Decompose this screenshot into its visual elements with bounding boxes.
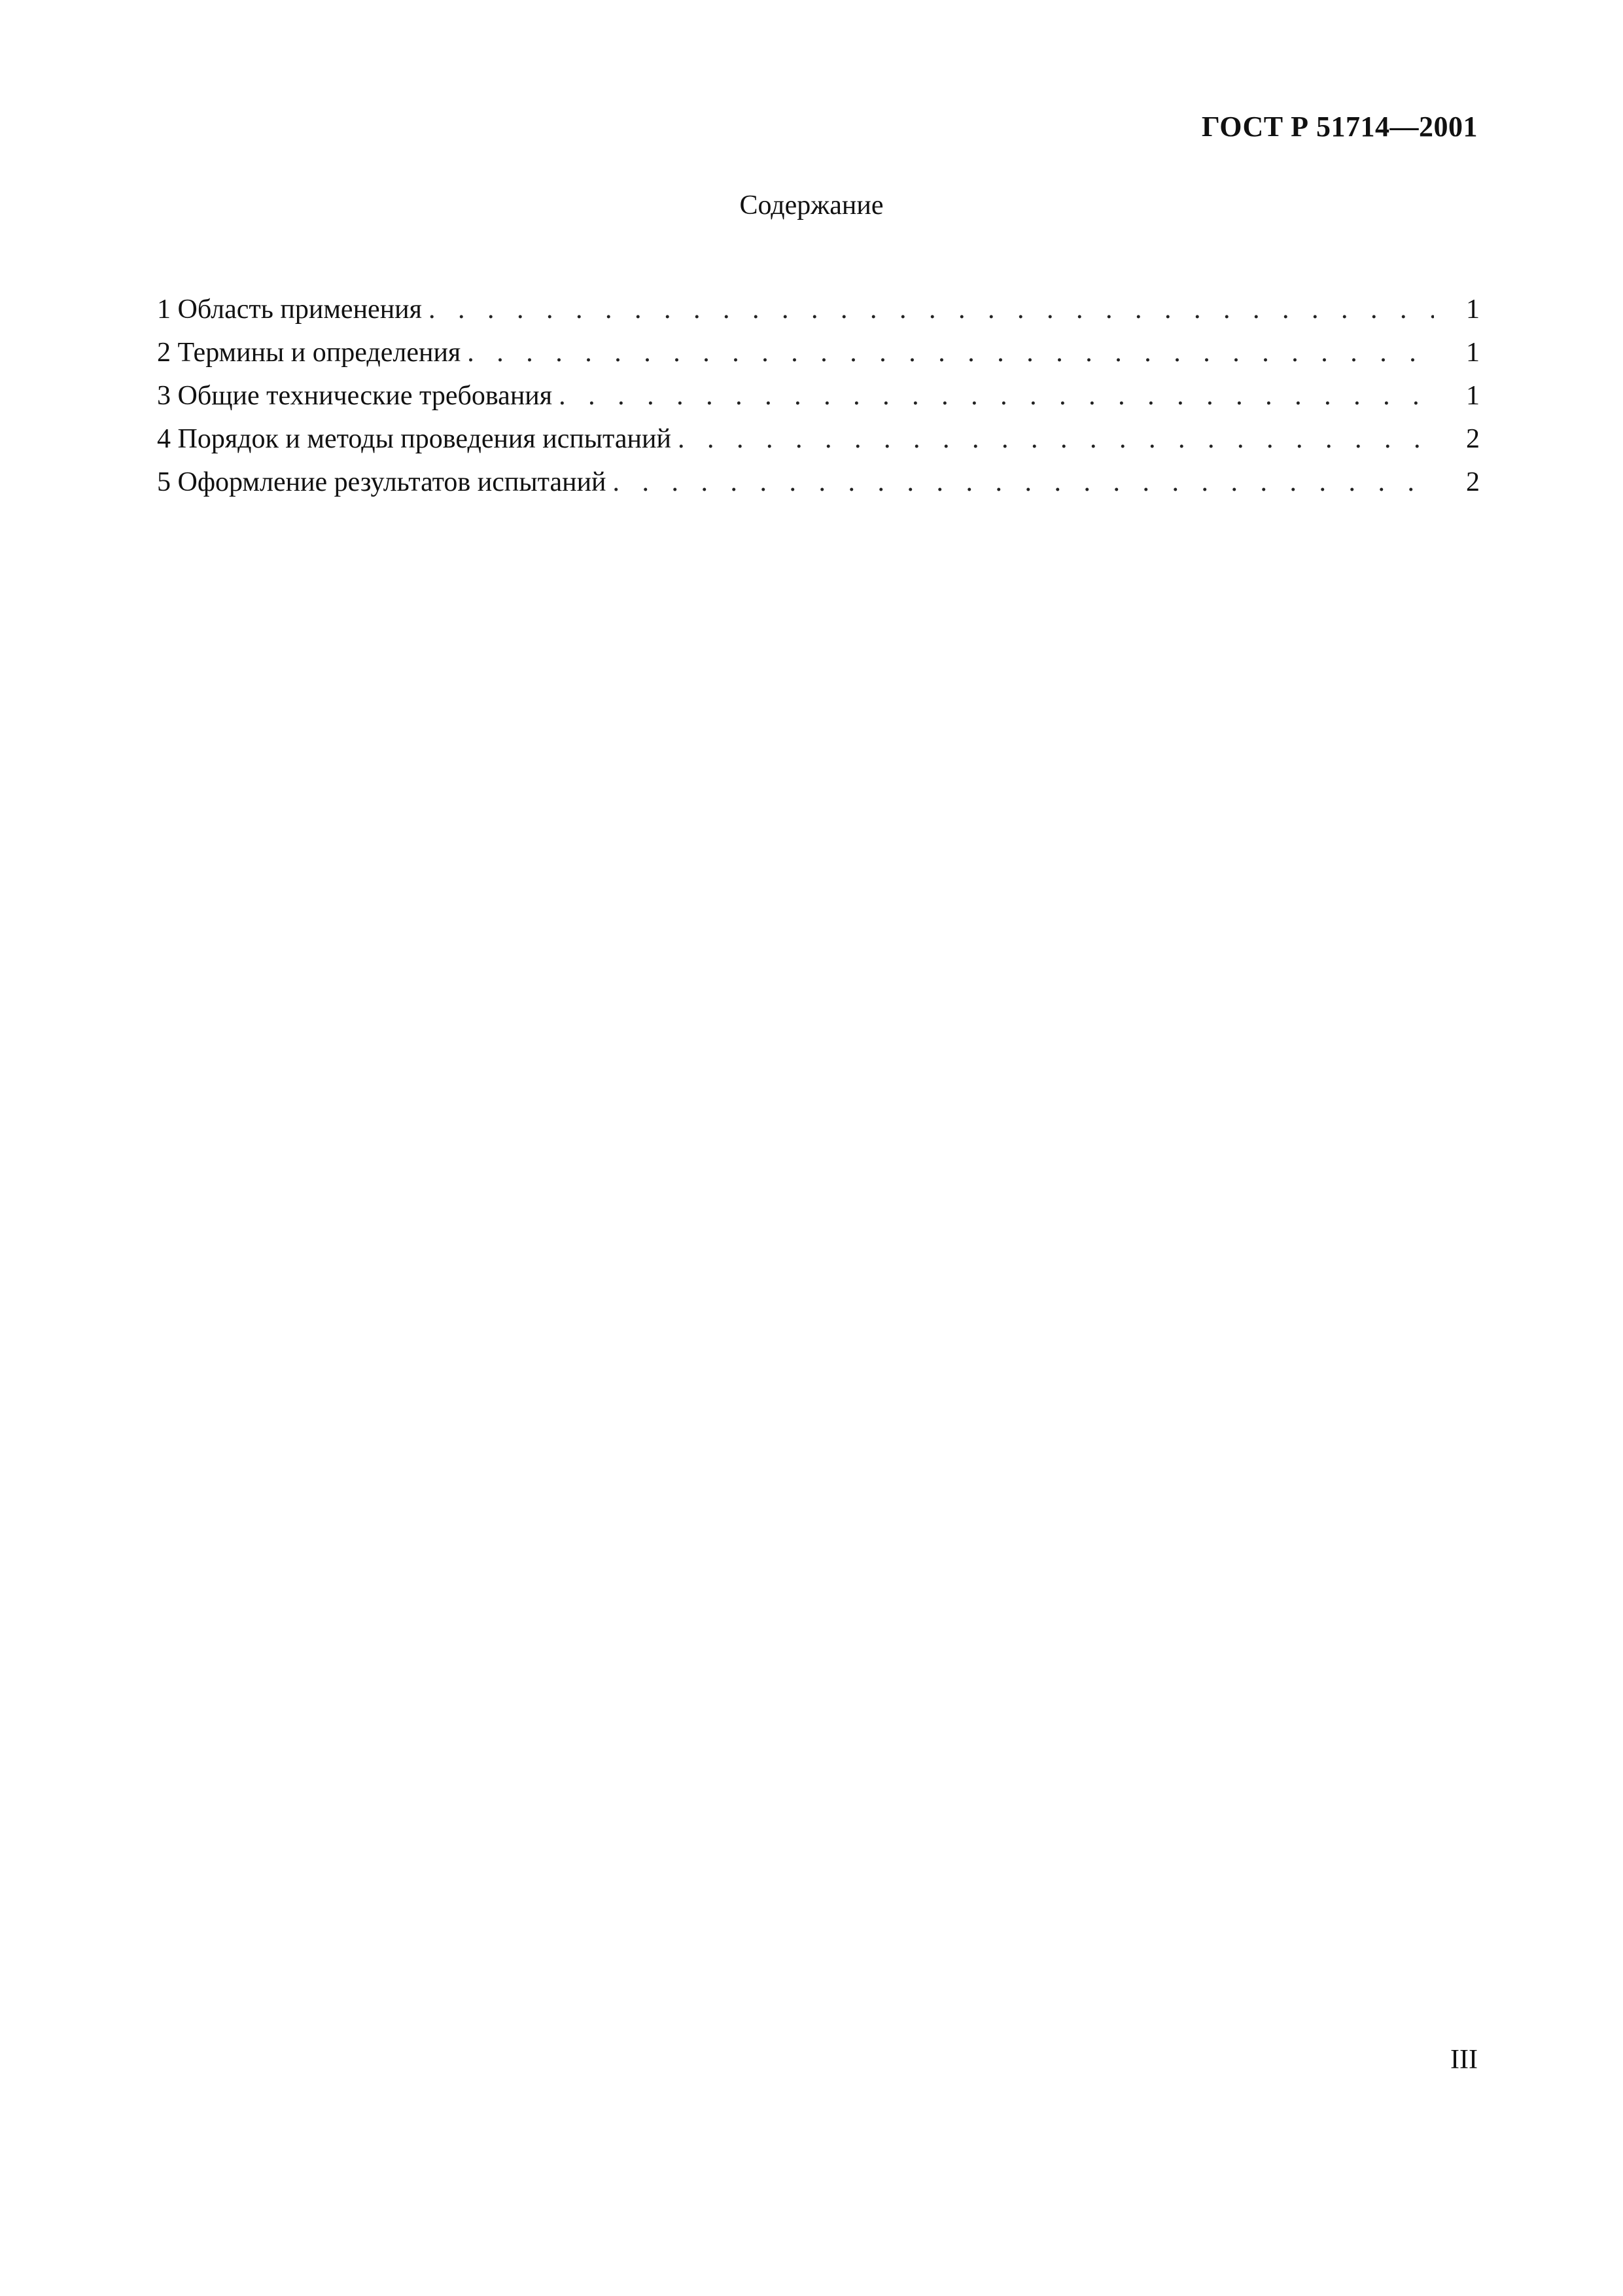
toc-item-label: 2 Термины и определения [157, 338, 461, 368]
toc-item-label: 1 Область применения [157, 294, 422, 325]
toc-item[interactable] [157, 288, 1480, 331]
toc-item-page: 1 [1466, 338, 1480, 368]
toc-item-page: 2 [1466, 424, 1480, 454]
toc-leader-dots [678, 417, 1434, 461]
toc-leader-dots [467, 331, 1434, 374]
toc-item[interactable] [157, 374, 1480, 417]
toc-item[interactable] [157, 331, 1480, 374]
toc-item-label: 3 Общие технические требования [157, 381, 553, 411]
toc-item[interactable] [157, 417, 1480, 461]
toc-item-label: 5 Оформление результатов испытаний [157, 467, 606, 497]
document-code: ГОСТ Р 51714—2001 [1201, 111, 1478, 143]
toc-item[interactable] [157, 461, 1480, 504]
toc-item-page: 1 [1466, 294, 1480, 325]
toc-leader-dots [559, 374, 1434, 417]
toc-leader-dots [613, 461, 1434, 504]
toc-item-page: 2 [1466, 467, 1480, 497]
toc-item-label: 4 Порядок и методы проведения испытаний [157, 424, 671, 454]
page-number: III [1450, 2045, 1478, 2075]
toc-item-page: 1 [1466, 381, 1480, 411]
toc-leader-dots [428, 288, 1434, 331]
table-of-contents [157, 288, 1480, 504]
toc-title: Содержание [739, 190, 884, 221]
